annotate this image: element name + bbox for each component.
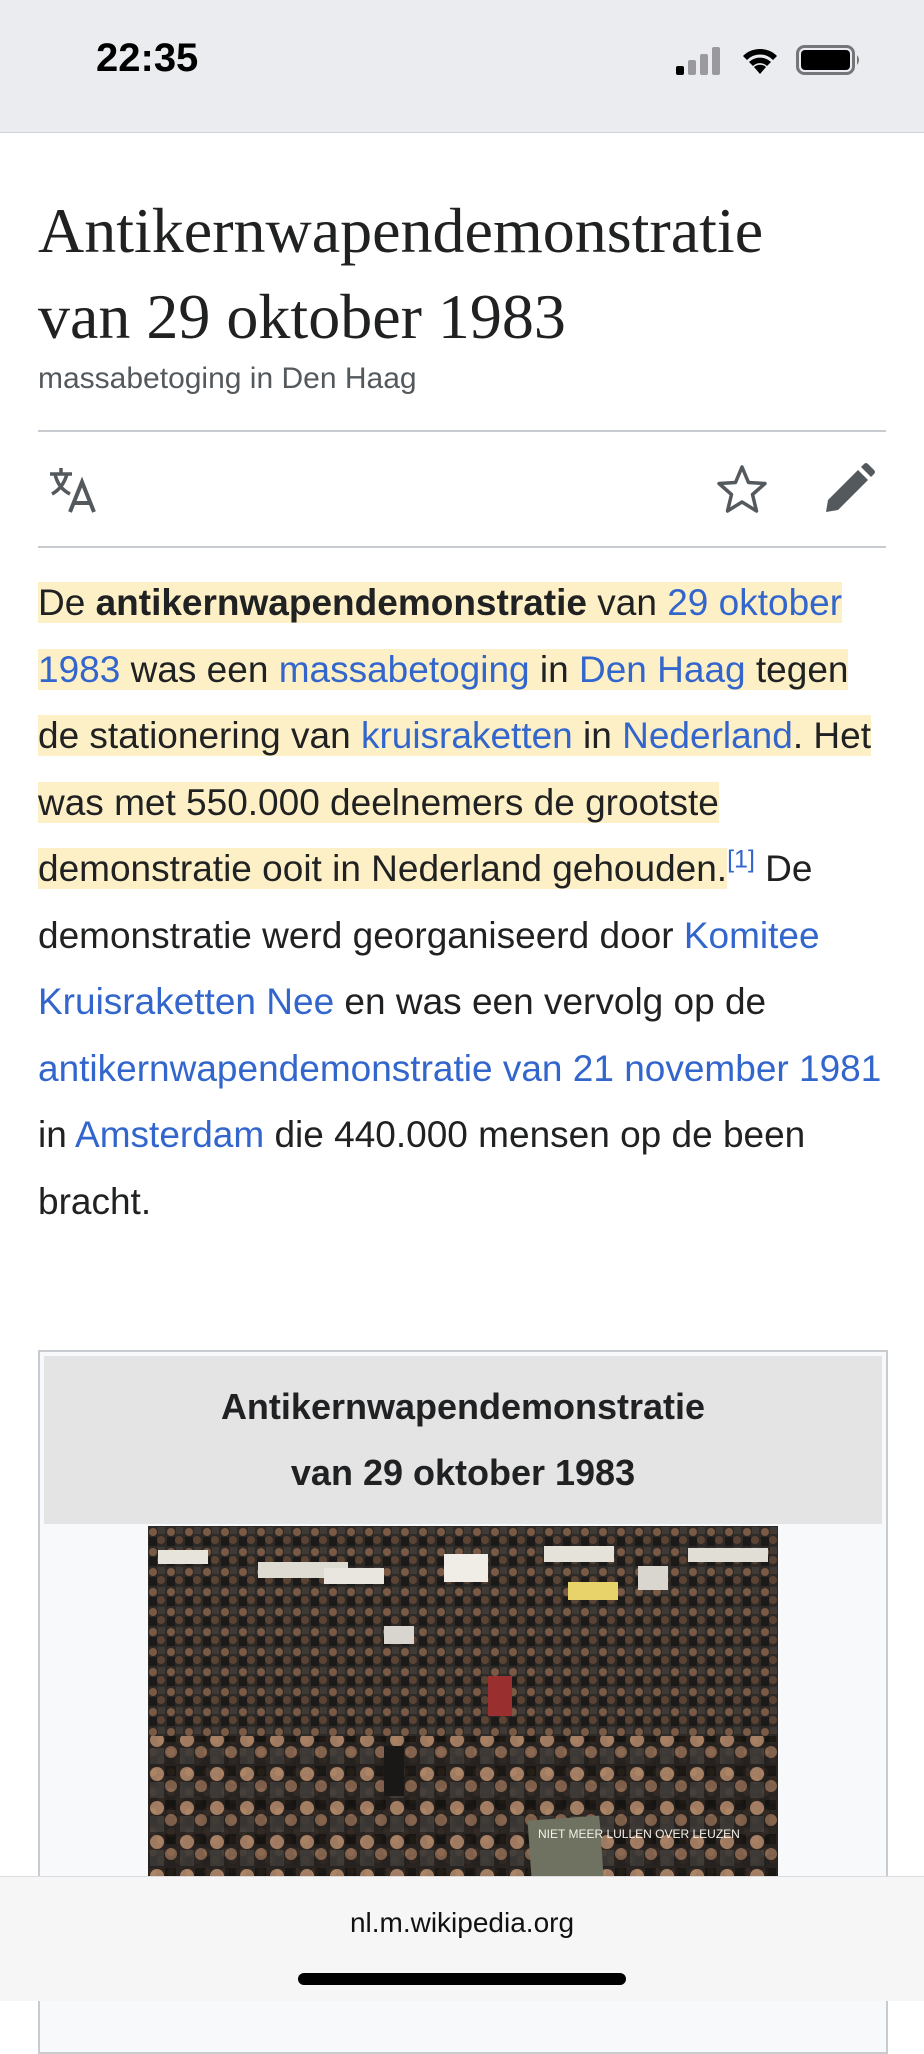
article-lead-paragraph [38,570,898,1235]
page-title [38,188,898,360]
text-fragment: tegen de stationering van [38,648,849,756]
text-fragment: . Het was met 550.000 deelnemers de grootste demonstratie ooit in Nederland gehouden. [38,715,871,889]
reference-link[interactable]: [1] [727,845,755,874]
link-kruisraketten[interactable]: kruisraketten [360,715,573,756]
pencil-icon[interactable] [820,462,876,518]
photo-sign-text: NIET MEER LULLEN OVER LEUZEN [538,1827,740,1841]
wifi-icon [740,44,780,76]
star-icon[interactable] [714,462,770,518]
text-fragment: die 440.000 mensen op de been bracht. [38,1114,806,1222]
infobox-title [44,1356,882,1524]
link-komitee-kruisraketten-nee[interactable]: Komitee Kruisraketten Nee [38,914,820,1022]
status-time: 22:35 [96,36,199,80]
highlighted-sentence [38,582,871,889]
text-fragment: en was een vervolg op de [334,981,767,1022]
text-fragment: in [572,715,623,756]
text-fragment: was een [120,648,279,690]
link-nederland[interactable]: Nederland [622,715,793,756]
text-fragment: De [38,582,96,623]
text-fragment: in [38,1114,76,1155]
text-fragment: in [529,648,579,690]
page-actions-toolbar [38,432,886,546]
home-indicator[interactable] [298,1973,626,1985]
status-bar [0,0,924,133]
link-29-oktober-1983[interactable]: 29 oktober 1983 [38,582,843,690]
link-demonstratie-1981[interactable]: antikernwapendemonstratie van 21 november 1981 [38,1047,882,1089]
translate-icon[interactable] [46,462,102,518]
url-text[interactable]: nl.m.wikipedia.org [349,1907,575,1938]
infobox-title-line2: van 29 oktober 1983 [290,1452,636,1493]
infobox-title-line1: Antikernwapendemonstratie [220,1386,706,1427]
link-amsterdam[interactable]: Amsterdam [75,1114,265,1155]
link-massabetoging[interactable]: massabetoging [278,648,530,690]
browser-address-bar[interactable] [0,1876,924,2001]
text-fragment: De demonstratie werd georganiseerd door [38,848,813,956]
text-fragment: van [586,582,668,623]
page-subtitle: massabetoging in Den Haag [38,362,417,395]
page-title-line2: van 29 oktober 1983 [38,281,566,352]
cellular-signal-icon [674,46,722,76]
bold-term: antikernwapendemonstratie [95,582,587,623]
battery-icon [796,44,862,76]
divider-bottom [38,546,886,548]
page-title-line1: Antikernwapendemonstratie [38,195,764,266]
link-den-haag[interactable]: Den Haag [579,648,746,690]
